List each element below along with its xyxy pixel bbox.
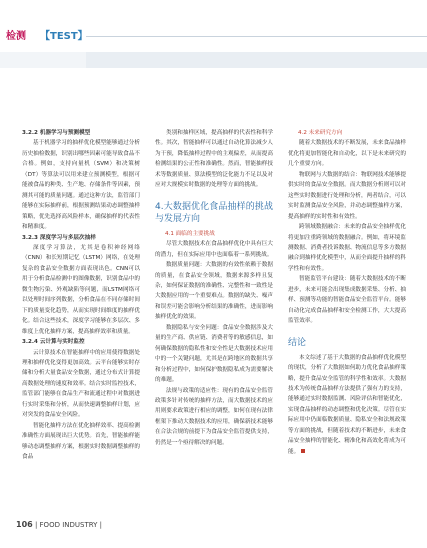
header-band [86, 52, 427, 68]
column-2 [155, 128, 273, 448]
body-paragraph: 数据隐私与安全问题：食品安全数据涉及大量的生产商、供应链、消费者等的敏感信息，如何确保数据的隐私性和安全性是大数据技术应用中的一个关键问题，尤其是在跨地区的数据共享和分析过程中，如何保护数据隐私成为需要解决的难题。 [155, 324, 273, 384]
body-paragraph: 类别和抽样区域，提高抽样的代表性和科学性。其次，智能抽样可以通过自动化算法减少人为干预，降低抽样过程中的主观偏差，从而提高检测结果的公正性和准确性。然而，智能抽样技术等数据质量、算法模型的泛化能力不足以及对应对大规模实时数据的处理等方面的挑战。 [155, 130, 273, 189]
body-paragraph: 智能化抽样方法在优化抽样效率、提高检测准确性方面展现出巨大优势。首先，智能抽样能够动态调整抽样方案，根据实时数据调整抽样的食品 [22, 422, 140, 461]
end-mark [301, 449, 305, 453]
subsection-heading: 4.2 未来研究方向 [298, 130, 343, 136]
column-1 [22, 128, 140, 463]
body-paragraph: 随着大数据技术的不断发展，未来食品抽样优化将更加智能化和自动化，以下是未来研究的几个重要方向。 [288, 140, 406, 168]
section-heading: 4.大数据优化食品抽样的挑战与发展方向 [155, 201, 273, 224]
header-band-left [0, 52, 86, 68]
body-paragraph: 本文综述了基于大数据的食品抽样优化模型的现状，分析了大数据如何助力优化食品抽样策略，提升食品安全监管的科学性和效率。大数据技术为传统食品抽样方法提供了强有力的支持，能够通过实时数据监测、风险评估和智能优化，实现食品抽样的动态调整和优化决策。尽管在实际应用中仍面临数据质量、隐私安全和法规政策等方面的挑战，但随着技术的不断进步，未来食品安全抽样的智能化、精准化和高效化将成为可能。 [288, 354, 406, 455]
column-3 [288, 128, 406, 457]
page-header [0, 0, 427, 70]
body-paragraph: 法规与政策的适应性：现有的食品安全监管政策多针对传统的抽样方法，而大数据技术的应用则要求政策进行相应的调整，如何在现有法律框架下推动大数据技术的应用，确保新技术能够在合法合规的前提下为食品安全监管提供支持，仍然是一个亟待解决的问题。 [155, 387, 273, 446]
header-keyword: 检测 [6, 31, 26, 42]
subsection-heading: 3.2.2 机器学习与预测模型 [22, 130, 91, 136]
footer-separator-end: | [99, 521, 103, 529]
subsection-heading: 3.2.4 云计算与实时监控 [22, 339, 85, 346]
page-footer [16, 520, 102, 529]
body-paragraph: 尽管大数据技术在食品抽样优化中具有巨大的潜力，但在实际应用中也面临着一系列挑战。 [155, 241, 273, 258]
subsection-heading: 3.2.3 深度学习与多层次抽样 [22, 234, 96, 241]
header-section: 【TEST】 [40, 31, 88, 42]
section-heading: 结论 [288, 337, 307, 348]
page-number: 106 [16, 520, 33, 529]
body-paragraph: 云计算技术在智能抽样中的应用使得数据处理和抽样优化变得更加高效。云平台能够实时存储和分析大量食品安全数据，通过分布式计算提高数据处理的速度和效率。结合实时监控技术，监管部门能够在食品生产和流通过程中对数据进行实时采集和分析，从而快速调整抽样计划，应对突发的食品安全风险。 [22, 349, 140, 419]
header-rule [86, 36, 427, 37]
body-paragraph: 基于机器学习的抽样优化模型能够通过分析历史抽检数据，识别出哪些因素可能导致食品不合格。例如，支持向量机（SVM）和决策树（DT）等算法可以用来建立预测模型，根据可能被食品的种类、生产地、存储条件等因素，预测其可能的质量问题。通过这种方法，监管部门能够在实际抽样前，根据预测结果动态调整抽样策略，优先选择高风险样本，确保抽样的代表性和精准度。 [22, 140, 140, 231]
journal-name: FOOD INDUSTRY [39, 521, 98, 529]
subsection-heading: 4.1 面临的主要挑战 [165, 230, 215, 237]
body-paragraph: 物联网与大数据的结合：物联网技术能够提供实时的食品安全数据。而大数据分析则可以对这些实时数据进行处理和分析，两者结合，可以实时监测食品安全风险，并动态调整抽样方案，提高抽样的实时性和有效性。 [288, 171, 406, 220]
body-paragraph: 跨领域数据融合：未来的食品安全抽样优化将更加注重跨领域的数据融合。例如，将环境监测数据、消费者投诉数据、物流信息等多方数据融合到抽样优化模型中，从而全面提升抽样的科学性和有效性。 [288, 224, 406, 272]
footer-separator: | [34, 521, 40, 529]
body-paragraph: 深度学习算法，尤其是卷积神经网络（CNN）和长短期记忆（LSTM）网络，在处理复杂的食品安全数据方面表现出色。CNN可以用于分析食品检测中的图像数据，识别食品中的微生物污染、外观缺陷等问题，而LSTM网络可以处理时间序列数据，分析食品在不同存储时间下的质量变化趋势，从而实现时间维度的抽样优化。结合这些技术，深度学习能够在多层次、多维度上优化抽样方案，提高抽样效率和质量。 [22, 244, 140, 335]
body-paragraph: 数据质量问题：大数据的有效性依赖于数据的质量，在食品安全领域，数据来源多样且复杂，如何保证数据的准确性、完整性和一致性是大数据应用的一个重要难点。数据的缺失、噪声和误差可能会影响分析结果的准确性，进而影响抽样优化的效果。 [155, 262, 273, 321]
body-paragraph: 智能监管平台建设：随着大数据技术的不断进步，未来可能会出现集成数据采集、分析、抽样、预测等功能的智能食品安全监管平台。能够自动化完成食品抽样和安全检测工作，大大提高监管效率。 [288, 276, 406, 325]
